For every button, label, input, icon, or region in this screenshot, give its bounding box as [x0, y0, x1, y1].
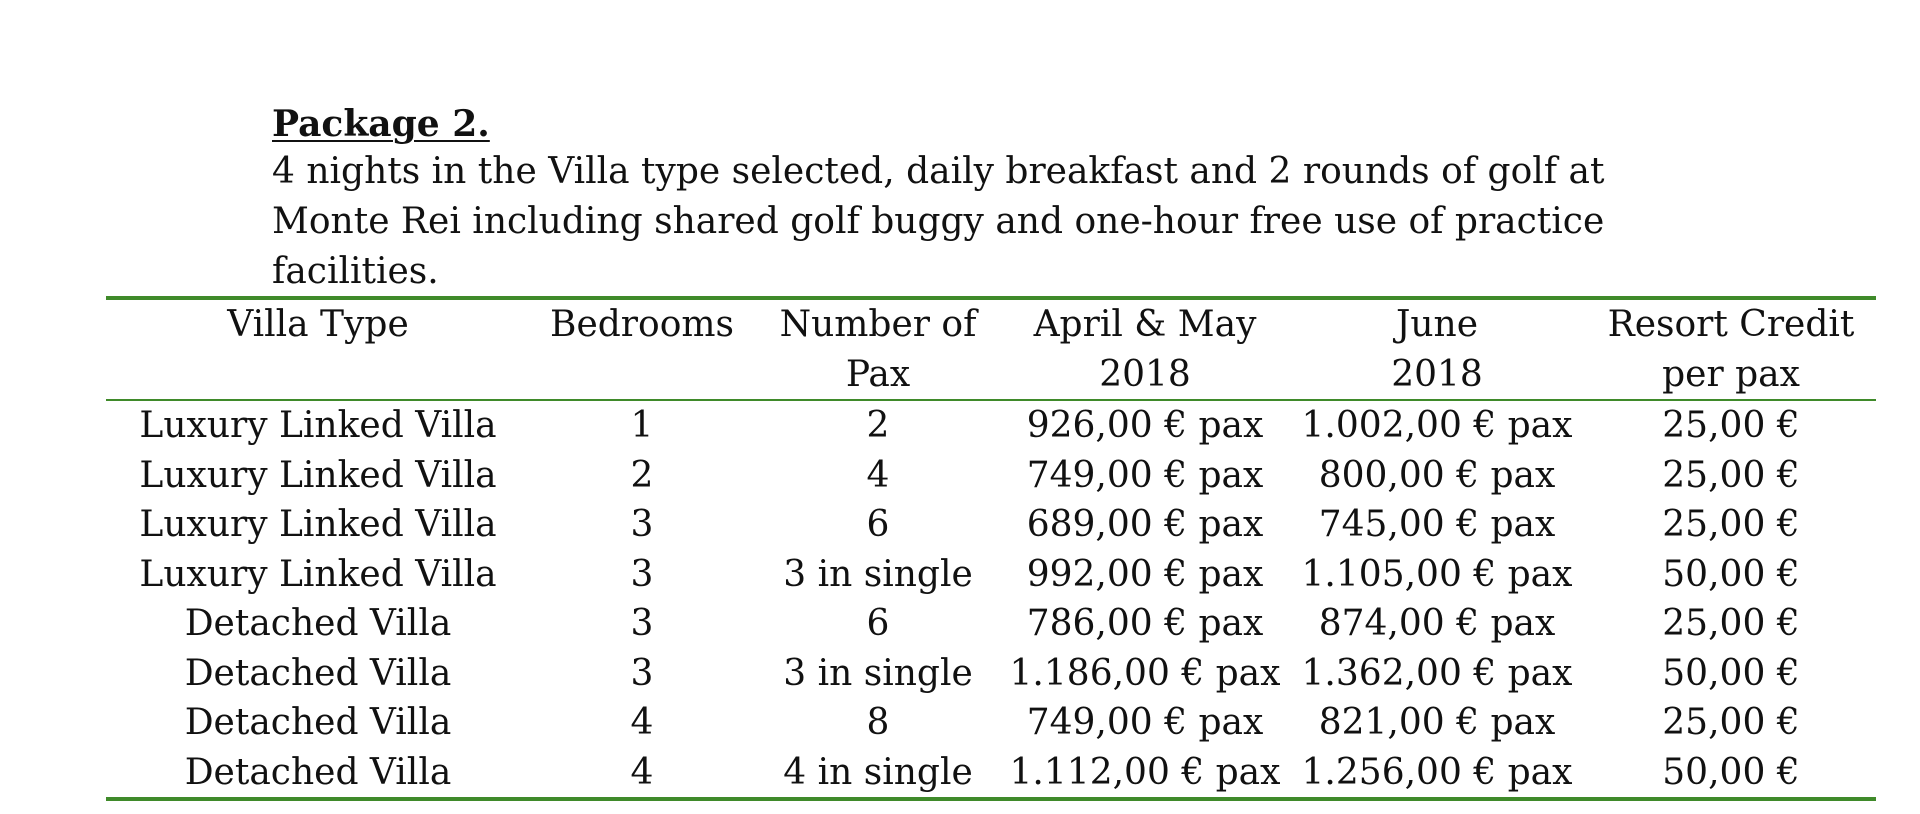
package-title: Package 2. [272, 103, 490, 145]
cell-villa-type: Luxury Linked Villa [139, 504, 497, 545]
table-row [106, 748, 1876, 798]
cell-resort-credit: 25,00 € [1662, 405, 1800, 446]
cell-villa-type: Detached Villa [184, 751, 452, 793]
table-row [106, 550, 1876, 600]
header-line: Villa Type [227, 304, 409, 345]
cell-villa-type: Luxury Linked Villa [139, 405, 497, 446]
cell-resort-credit: 50,00 € [1662, 553, 1800, 595]
cell-villa-type: Detached Villa [184, 652, 452, 694]
cell-pax: 4 [866, 454, 890, 496]
cell-june-price: 821,00 € pax [1318, 702, 1556, 743]
header-line: Pax [845, 353, 911, 395]
table-row [106, 649, 1876, 699]
header-line: Resort Credit [1607, 304, 1855, 345]
table-row [106, 401, 1876, 451]
cell-bedrooms: 3 [630, 553, 654, 595]
cell-june-price: 745,00 € pax [1318, 504, 1556, 545]
cell-april-may-price: 1.112,00 € pax [1009, 751, 1281, 793]
header-april-may [1002, 300, 1288, 399]
header-bedrooms [530, 300, 754, 350]
cell-june-price: 1.002,00 € pax [1301, 405, 1573, 446]
header-line: per pax [1662, 353, 1800, 395]
cell-resort-credit: 50,00 € [1662, 652, 1800, 694]
cell-april-may-price: 786,00 € pax [1026, 603, 1264, 644]
table-row [106, 698, 1876, 748]
cell-pax: 8 [866, 702, 890, 743]
header-line: Bedrooms [550, 304, 734, 345]
package-description: 4 nights in the Villa type selected, daily breakfast and 2 rounds of golf at Monte Rei including shared golf buggy and one-hour free use of practice facilities. [272, 151, 1605, 292]
header-villa-type [106, 300, 530, 350]
cell-april-may-price: 1.186,00 € pax [1009, 652, 1281, 694]
cell-resort-credit: 25,00 € [1662, 603, 1800, 644]
cell-june-price: 1.105,00 € pax [1301, 553, 1573, 595]
pricing-table [106, 300, 1876, 797]
header-resort-credit [1586, 300, 1876, 399]
cell-june-price: 1.362,00 € pax [1301, 652, 1573, 694]
header-line: Number of [779, 304, 977, 345]
cell-april-may-price: 749,00 € pax [1026, 454, 1264, 496]
cell-bedrooms: 3 [630, 504, 654, 545]
header-line: 2018 [1391, 353, 1483, 395]
header-number-of-pax [754, 300, 1002, 399]
cell-april-may-price: 689,00 € pax [1026, 504, 1264, 545]
cell-april-may-price: 749,00 € pax [1026, 702, 1264, 743]
cell-pax: 6 [866, 504, 890, 545]
cell-villa-type: Detached Villa [184, 603, 452, 644]
cell-bedrooms: 3 [630, 652, 654, 694]
cell-resort-credit: 25,00 € [1662, 454, 1800, 496]
table-row [106, 599, 1876, 649]
cell-pax: 3 in single [783, 553, 973, 595]
cell-june-price: 1.256,00 € pax [1301, 751, 1573, 793]
cell-resort-credit: 25,00 € [1662, 504, 1800, 545]
table-body [106, 401, 1876, 797]
cell-april-may-price: 926,00 € pax [1026, 405, 1264, 446]
table-bottom-rule [106, 797, 1876, 801]
cell-pax: 4 in single [783, 751, 973, 793]
cell-june-price: 874,00 € pax [1318, 603, 1556, 644]
table-row [106, 500, 1876, 550]
cell-bedrooms: 3 [630, 603, 654, 644]
cell-villa-type: Luxury Linked Villa [139, 454, 497, 496]
cell-april-may-price: 992,00 € pax [1026, 553, 1264, 595]
cell-resort-credit: 25,00 € [1662, 702, 1800, 743]
cell-villa-type: Detached Villa [184, 702, 452, 743]
header-line: June [1395, 304, 1479, 345]
cell-pax: 3 in single [783, 652, 973, 694]
header-line: April & May [1033, 304, 1257, 345]
cell-bedrooms: 4 [630, 751, 654, 793]
cell-bedrooms: 4 [630, 702, 654, 743]
table-header-row [106, 300, 1876, 399]
table-row [106, 451, 1876, 501]
cell-villa-type: Luxury Linked Villa [139, 553, 497, 595]
cell-bedrooms: 1 [630, 405, 654, 446]
cell-pax: 2 [866, 405, 890, 446]
cell-pax: 6 [866, 603, 890, 644]
header-june [1288, 300, 1586, 399]
cell-bedrooms: 2 [630, 454, 654, 496]
cell-june-price: 800,00 € pax [1318, 454, 1556, 496]
cell-resort-credit: 50,00 € [1662, 751, 1800, 793]
header-line: 2018 [1099, 353, 1191, 395]
